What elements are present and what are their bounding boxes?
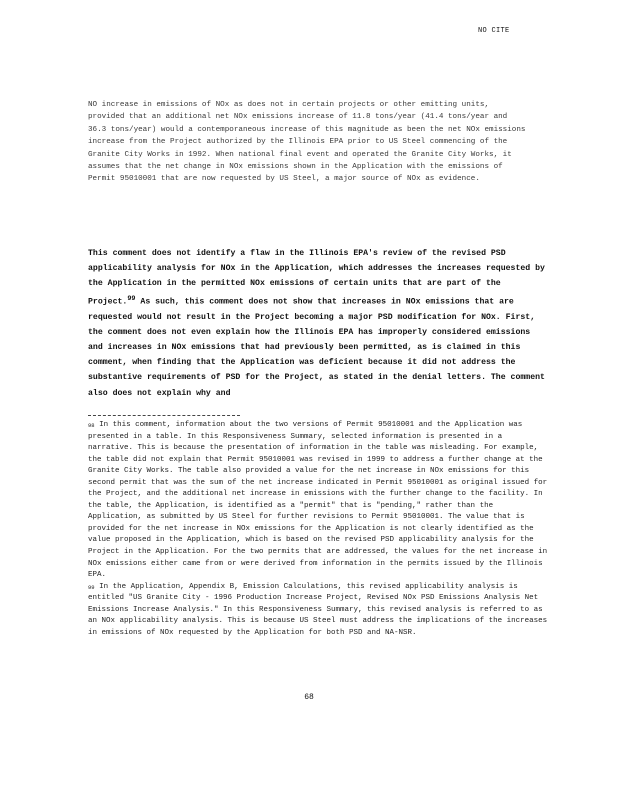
footnote-text: In this comment, information about the two versions of Permit 95010001 and the Application was presented in a table. In this Responsiveness Summary, selected information is presented in a narrative. This is because the presentation of information in the table was misleading. For example, the table did not explain that Permit 95010001 was revised in 1999 to address a further change at the Granite City Works. The table also provided a value for the net increase in NOx emissions for this second permit that was the sum of the net increase indicated in Permit 95010001 as original issued for the Project, and the additional net increase in emissions with the further change to the facility. In the table, the Application, is identified as a "permit" that is "pending," rather than the Application, as submitted by US Steel for further revisions to Permit 95010001. The value that is provided for the net increase in NOx emissions for the Application is not clearly identified as the value proposed in the Application, which is based on the revised PSD applicability analysis for the Project in the Application. For the two permits that are addressed, the values for the net increase in NOx emissions either came from or were derived from information in the permits issued by the Illinois EPA.	[88, 421, 548, 580]
header-label: NO CITE	[478, 27, 510, 35]
quoted-paragraph	[88, 99, 528, 186]
body-text	[88, 246, 548, 401]
page-number: 68	[304, 693, 314, 702]
body-text-part2: As such, this comment does not show that increases in NOx emissions that are requested would not result in the Project becoming a major PSD modification for NOx. First, the comment does not even explain how the Illinois EPA has improperly considered emissions and increases in NOx emissions that had previously been permitted, as is claimed in this comment, when finding that the Application was deficient because it did not address the substantive requirements of PSD for the Project, as stated in the denial letters. The comment also does not explain why and	[88, 297, 545, 398]
footnote-ref-99: 99	[127, 294, 136, 303]
footnote-text: In the Application, Appendix B, Emission Calculations, this revised applicability analysis is entitled "US Granite City - 1996 Production Increase Project, Revised NOx PSD Emissions Analysis Net Emissions Increase Analysis." In this Responsiveness Summary, this revised analysis is referred to as an NOx applicability analysis. This is because US Steel must address the implications of the increases in emissions of NOx requested by the Application for both PSD and NA-NSR.	[88, 582, 548, 637]
body-text-part1: This comment does not identify a flaw in the Illinois EPA's review of the revised PSD applicability analysis for NOx in the Application, which addresses the increases requested by the Application in the permitted NOx emissions of certain units that are part of the Project.	[88, 249, 545, 307]
quote-text: NO increase in emissions of NOx as does not in certain projects or other emitting units, provided that an additional net NOx emissions increase of 11.8 tons/year (41.4 tons/year and 36.3 tons/year) would a contemporaneous increase of this magnitude as been the net NOx emissions increase from the Project authorized by the Illinois EPA prior to US Steel commencing of the Granite City Works in 1992. When national final event and operated the Granite City Works, it assumes that the net change in NOx emissions shown in the Application with the emissions of Permit 95010001 that are now requested by US Steel, a major source of NOx as evidence.	[88, 101, 526, 184]
body-paragraph	[88, 246, 548, 401]
footnote-99	[88, 582, 548, 640]
footnote-98	[88, 420, 548, 582]
footnote-separator	[88, 415, 240, 416]
footnotes	[88, 420, 548, 639]
footnote-number: 99	[88, 583, 95, 591]
footnote-number: 98	[88, 422, 95, 429]
